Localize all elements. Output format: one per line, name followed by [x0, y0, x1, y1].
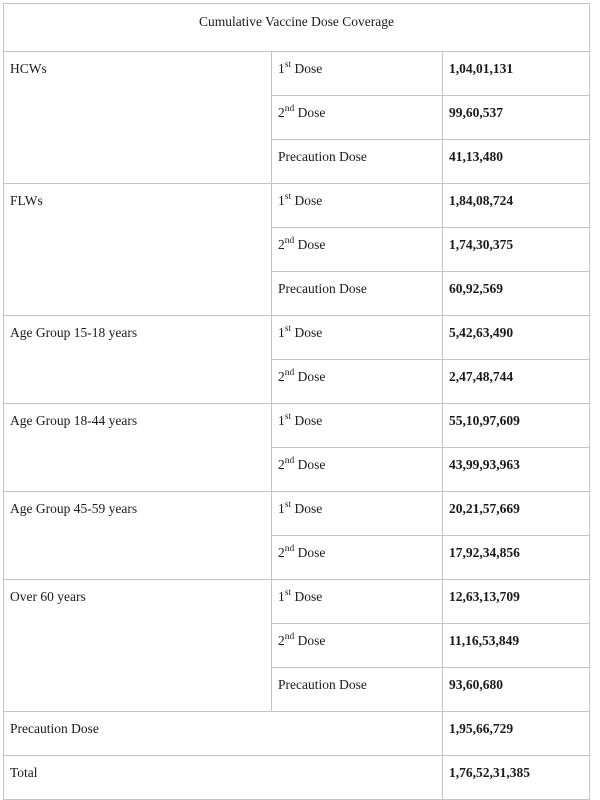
dose-number: 2	[278, 105, 285, 120]
dose-text: Dose	[291, 501, 323, 516]
dose-cell	[272, 140, 443, 184]
dose-cell	[272, 404, 443, 448]
table-title: Cumulative Vaccine Dose Coverage	[4, 4, 590, 52]
table-row	[4, 580, 590, 624]
dose-cell	[272, 580, 443, 624]
dose-cell	[272, 316, 443, 360]
summary-row	[4, 712, 590, 756]
dose-cell	[272, 492, 443, 536]
dose-ordinal: nd	[284, 235, 295, 246]
dose-text: Dose	[291, 413, 323, 428]
dose-cell	[272, 184, 443, 228]
dose-number: 1	[278, 325, 285, 340]
dose-text: Dose	[294, 633, 326, 648]
dose-ordinal: nd	[284, 103, 295, 114]
group-label: Age Group 18-44 years	[4, 404, 272, 492]
summary-value: 1,95,66,729	[443, 712, 590, 756]
dose-number: 2	[278, 369, 285, 384]
title-row	[4, 4, 590, 52]
table-row	[4, 184, 590, 228]
dose-number: 2	[278, 237, 285, 252]
total-label: Total	[4, 756, 443, 800]
dose-value: 60,92,569	[443, 272, 590, 316]
total-row	[4, 756, 590, 800]
dose-text: Dose	[294, 545, 326, 560]
dose-value: 20,21,57,669	[443, 492, 590, 536]
dose-ordinal: st	[284, 587, 292, 598]
dose-number: 2	[278, 633, 285, 648]
dose-number: 1	[278, 413, 285, 428]
dose-value: 43,99,93,963	[443, 448, 590, 492]
dose-cell	[272, 52, 443, 96]
dose-value: 2,47,48,744	[443, 360, 590, 404]
vaccine-coverage-table	[3, 3, 590, 800]
dose-value: 11,16,53,849	[443, 624, 590, 668]
dose-ordinal: nd	[284, 631, 295, 642]
dose-value: 55,10,97,609	[443, 404, 590, 448]
group-label: HCWs	[4, 52, 272, 184]
dose-text: Precaution Dose	[278, 281, 367, 296]
dose-text: Dose	[291, 589, 323, 604]
table-row	[4, 492, 590, 536]
dose-cell	[272, 536, 443, 580]
table-body	[4, 4, 590, 800]
dose-number: 2	[278, 545, 285, 560]
dose-text: Dose	[291, 61, 323, 76]
dose-ordinal: nd	[284, 367, 295, 378]
dose-text: Dose	[294, 369, 326, 384]
total-value: 1,76,52,31,385	[443, 756, 590, 800]
dose-cell	[272, 272, 443, 316]
group-label: Age Group 15-18 years	[4, 316, 272, 404]
dose-ordinal: st	[284, 323, 292, 334]
dose-cell	[272, 668, 443, 712]
dose-text: Precaution Dose	[278, 677, 367, 692]
dose-value: 93,60,680	[443, 668, 590, 712]
dose-cell	[272, 228, 443, 272]
dose-cell	[272, 96, 443, 140]
group-label: Age Group 45-59 years	[4, 492, 272, 580]
dose-number: 1	[278, 61, 285, 76]
dose-ordinal: nd	[284, 543, 295, 554]
dose-cell	[272, 360, 443, 404]
dose-text: Dose	[294, 105, 326, 120]
summary-label: Precaution Dose	[4, 712, 443, 756]
dose-value: 1,04,01,131	[443, 52, 590, 96]
dose-value: 17,92,34,856	[443, 536, 590, 580]
dose-ordinal: st	[284, 411, 292, 422]
dose-number: 1	[278, 193, 285, 208]
dose-text: Precaution Dose	[278, 149, 367, 164]
dose-text: Dose	[294, 457, 326, 472]
table-row	[4, 404, 590, 448]
dose-value: 99,60,537	[443, 96, 590, 140]
dose-ordinal: st	[284, 499, 292, 510]
dose-value: 41,13,480	[443, 140, 590, 184]
dose-text: Dose	[294, 237, 326, 252]
table-row	[4, 316, 590, 360]
dose-value: 1,74,30,375	[443, 228, 590, 272]
dose-ordinal: nd	[284, 455, 295, 466]
dose-value: 12,63,13,709	[443, 580, 590, 624]
dose-ordinal: st	[284, 191, 292, 202]
table-row	[4, 52, 590, 96]
dose-cell	[272, 448, 443, 492]
dose-number: 2	[278, 457, 285, 472]
dose-number: 1	[278, 589, 285, 604]
group-label: Over 60 years	[4, 580, 272, 712]
dose-cell	[272, 624, 443, 668]
dose-text: Dose	[291, 193, 323, 208]
dose-number: 1	[278, 501, 285, 516]
dose-text: Dose	[291, 325, 323, 340]
dose-value: 5,42,63,490	[443, 316, 590, 360]
dose-value: 1,84,08,724	[443, 184, 590, 228]
dose-ordinal: st	[284, 59, 292, 70]
group-label: FLWs	[4, 184, 272, 316]
